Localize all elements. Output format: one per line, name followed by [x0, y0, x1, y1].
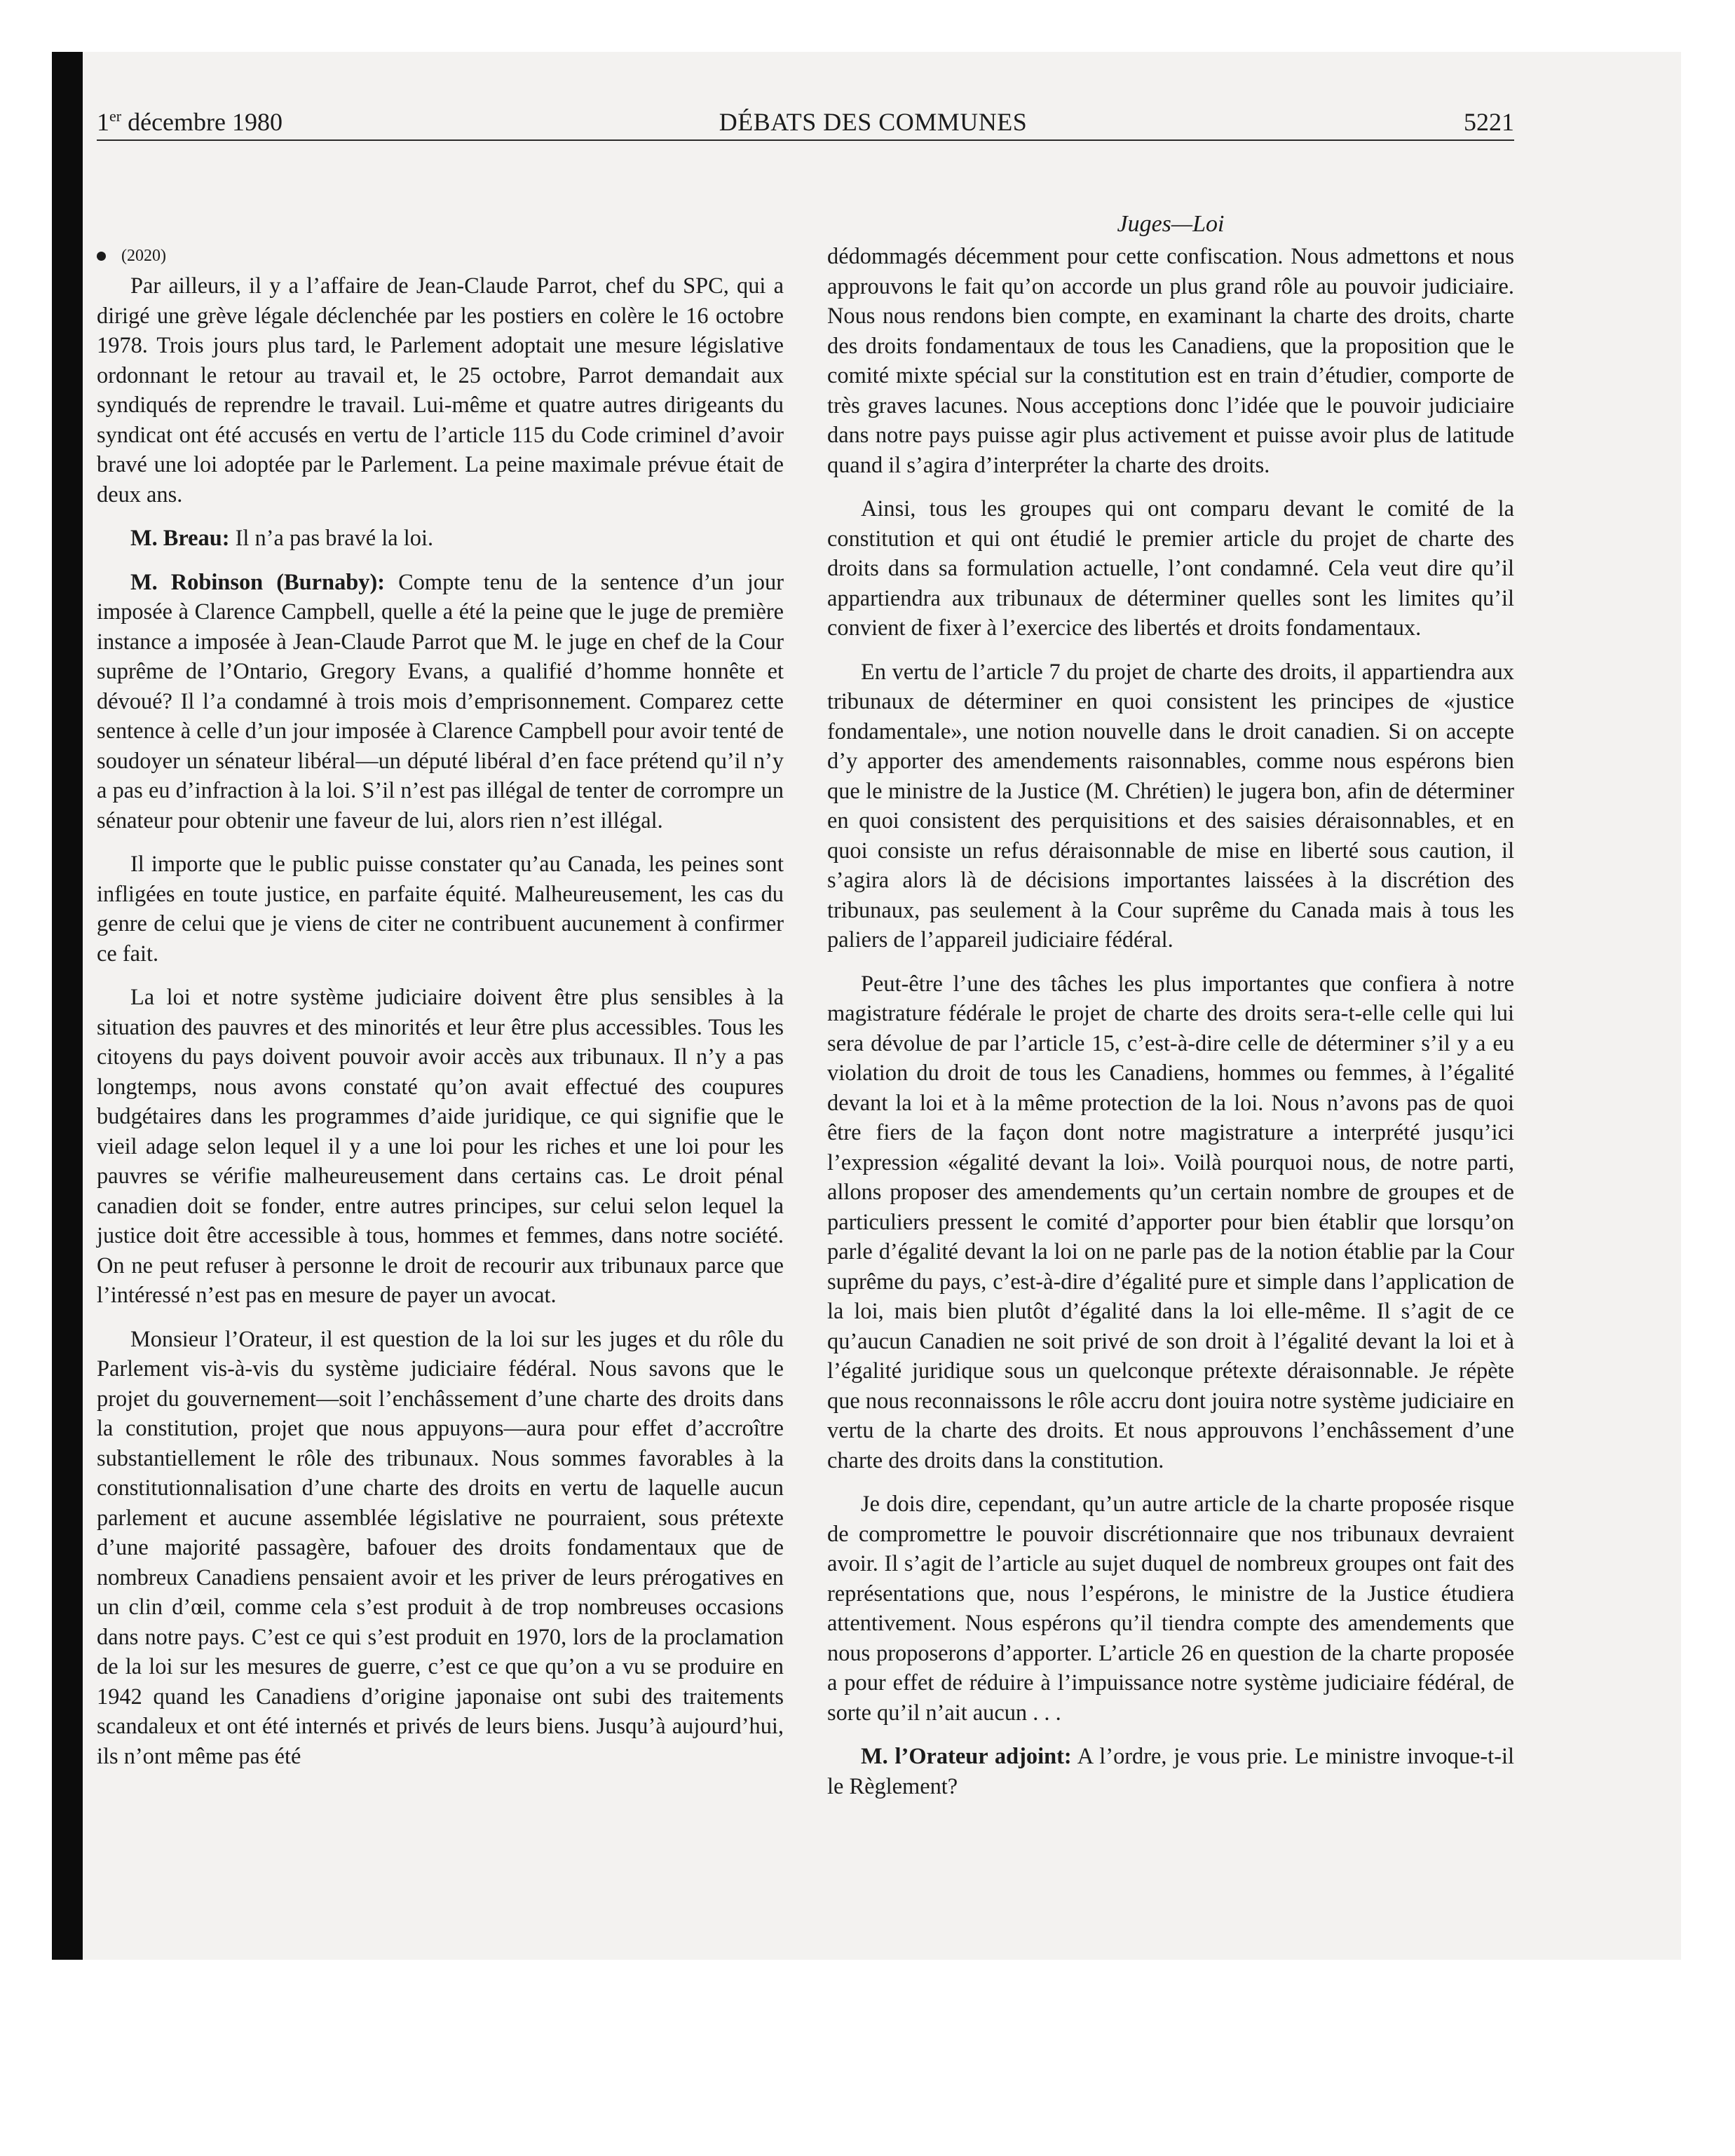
header-title: DÉBATS DES COMMUNES [719, 108, 1028, 136]
speech-text: Compte tenu de la sentence d’un jour imposée à Clarence Campbell, quelle a été la peine que le juge de première instance a imposée à Jean-Claude Parrot que M. le juge en chef de la Cour suprême de l’Ontario, Gregory Evans, a qualifié d’homme honnête et dévoué? Il l’a condamné à trois mois d’emprisonnement. Comparez cette sentence à celle d’un jour imposée à Clarence Campbell pour avoir tenté de soudoyer un sénateur libéral—un député libéral d’en face prétend qu’il n’y a pas eu d’infraction à la loi. S’il n’est pas illégal de tenter de corrompre un sénateur pour obtenir une faveur de lui, alors rien n’est illégal. [97, 569, 784, 833]
paragraph: La loi et notre système judiciaire doivent être plus sensibles à la situation des pauvres et des minorités et leur être plus accessibles. Tous les citoyens du pays doivent pouvoir avoir accès aux tribunaux. Il n’y a pas longtemps, nous avons constaté qu’on avait effectué des coupures budgétaires dans les programmes d’aide juridique, ce qui signifie que le vieil adage selon lequel il y a une loi pour les riches et une loi pour les pauvres se vérifie malheureusement dans certains cas. Le droit pénal canadien doit se fonder, entre autres principes, sur celui selon lequel la justice doit être accessible à tous, hommes et femmes, dans notre société. On ne peut refuser à personne le droit de recourir aux tribunaux parce que l’intéressé n’est pas en mesure de payer un avocat. [97, 985, 784, 1308]
scan-edge-bar [52, 52, 83, 1960]
paragraph: Peut-être l’une des tâches les plus importantes que confiera à notre magistrature fédérale le projet de charte des droits sera-t-elle celle qui lui sera dévolue de par l’article 15, c’est-à-dire celle de déterminer s’il y a eu violation du droit de tous les Canadiens, hommes ou femmes, à l’égalité devant la loi et à la même protection de la loi. Nous n’avons pas de quoi être fiers de la façon dont notre magistrature a interprété jusqu’ici l’expression «égalité devant la loi». Voilà pourquoi nous, de notre parti, allons proposer des amendements qu’un certain nombre de groupes et de particuliers pressent le comité d’apporter pour bien établir que lorsqu’on parle d’égalité devant la loi on ne parle pas de la notion établie par la Cour suprême du pays, c’est-à-dire d’égalité pure et simple dans l’application de la loi, mais bien plutôt d’égalité dans la loi elle-même. Il s’agit de ce qu’aucun Canadien ne soit privé de son droit à l’égalité devant la loi et à l’égalité juridique sous un quelconque prétexte déraisonnable. Je répète que nous reconnaissons le rôle accru dont jouira notre système judiciaire en vertu de la charte des droits. Et nous approuvons l’enchâssement d’une charte des droits dans la constitution. [827, 971, 1514, 1473]
speech-text: A l’ordre, je vous prie. Le ministre invoque-t-il le Règlement? [827, 1744, 1514, 1799]
header-date: 1er décembre 1980 [97, 107, 283, 136]
speech-text: Il n’a pas bravé la loi. [229, 526, 434, 551]
speaker-name: M. Robinson (Burnaby): [130, 569, 386, 595]
page-header [97, 106, 1514, 141]
paragraph: Il importe que le public puisse constater qu’au Canada, les peines sont infligées en toute justice, en parfaite équité. Malheureusement, les cas du genre de celui que je viens de citer ne contribuent aucunement à confirmer ce fait. [97, 852, 784, 967]
paragraph: Je dois dire, cependant, qu’un autre article de la charte proposée risque de compromettre le pouvoir discrétionnaire que nos tribunaux devraient avoir. Il s’agit de l’article au sujet duquel de nombreux groupes ont fait des représentations que, nous l’espérons, le ministre de la Justice étudiera attentivement. Nous espérons qu’il tiendra compte des amendements que nous proposerons d’apporter. L’article 26 en question de la charte proposée a pour effet de réduire à l’impuissance notre système judiciaire fédéral, de sorte qu’il n’ait aucun . . . [827, 1492, 1514, 1726]
speech-paragraph [97, 524, 784, 554]
paragraph: Ainsi, tous les groupes qui ont comparu devant le comité de la constitution et qui ont étudié le premier article du projet de charte des droits dans sa formulation actuelle, l’ont condamné. Cela veut dire qu’il appartiendra aux tribunaux de déterminer quelles sont les limites qu’il convient de fixer à l’exercice des libertés et droits fondamentaux. [827, 496, 1514, 641]
speech-paragraph [827, 1742, 1514, 1801]
left-column [97, 242, 784, 1785]
paragraph: Par ailleurs, il y a l’affaire de Jean-Claude Parrot, chef du SPC, qui a dirigé une grève légale déclenchée par les postiers en colère le 16 octobre 1978. Trois jours plus tard, le Parlement adoptait une mesure législative ordonnant le retour au travail et, le 25 octobre, Parrot demandait aux syndiqués de reprendre le travail. Lui-même et quatre autres dirigeants du syndicat ont été accusés en vertu de l’article 115 du Code criminel d’avoir bravé une loi adoptée par le Parlement. La peine maximale prévue était de deux ans. [97, 273, 784, 507]
right-column [827, 242, 1514, 1815]
page-number: 5221 [1463, 108, 1514, 136]
paragraph: En vertu de l’article 7 du projet de charte des droits, il appartiendra aux tribunaux de déterminer en quoi consistent les principes de «justice fondamentale», une notion nouvelle dans le droit canadien. Si on accepte d’y apporter des amendements raisonnables, comme nous espérons bien que le ministre de la Justice (M. Chrétien) le jugera bon, afin de déterminer en quoi consistent des perquisitions et des saisies déraisonnables, et en quoi consiste un refus déraisonnable de mise en liberté sous caution, il s’agira alors là de décisions importantes laissées à la discrétion des tribunaux, pas seulement à la Cour suprême du Canada mais à tous les paliers de l’appareil judiciaire fédéral. [827, 659, 1514, 953]
speaker-name: M. l’Orateur adjoint: [861, 1744, 1072, 1769]
speech-paragraph [97, 568, 784, 836]
running-title: Juges—Loi [1117, 211, 1225, 237]
time-marker-label: (2020) [121, 247, 166, 265]
speaker-name: M. Breau: [130, 526, 230, 551]
bullet-icon [97, 252, 106, 261]
paragraph: dédommagés décemment pour cette confiscation. Nous admettons et nous approuvons le fait qu’on accorde un plus grand rôle au pouvoir judiciaire. Nous nous rendons bien compte, en examinant la charte des droits, charte des droits fondamentaux de tous les Canadiens, que la proposition que le comité mixte spécial sur la constitution est en train d’étudier, comporte de très graves lacunes. Nous acceptions donc l’idée que le pouvoir judiciaire dans notre pays puisse agir plus activement et puisse avoir plus de latitude quand il s’agira d’interpréter la charte des droits. [827, 244, 1514, 478]
time-marker [97, 242, 784, 270]
paragraph: Monsieur l’Orateur, il est question de la loi sur les juges et du rôle du Parlement vis-à-vis du système judiciaire fédéral. Nous savons que le projet du gouvernement—soit l’enchâssement d’une charte des droits dans la constitution, projet que nous appuyons—aura pour effet d’accroître substantiellement le rôle des tribunaux. Nous sommes favorables à la constitutionnalisation d’une charte des droits en vertu de laquelle aucun parlement et aucune assemblée législative ne pourraient, sous prétexte d’une majorité passagère, bafouer des droits fondamentaux que de nombreux Canadiens pensaient avoir et les priver de leurs prérogatives en un clin d’œil, comme cela s’est produit à de trop nombreuses occasions dans notre pays. C’est ce qui s’est produit en 1970, lors de la proclamation de la loi sur les mesures de guerre, c’est ce que qu’on a vu se produire en 1942 quand les Canadiens d’origine japonaise ont subi des traitements scandaleux et ont été internés et privés de leurs biens. Jusqu’à aujourd’hui, ils n’ont même pas été [97, 1326, 784, 1769]
